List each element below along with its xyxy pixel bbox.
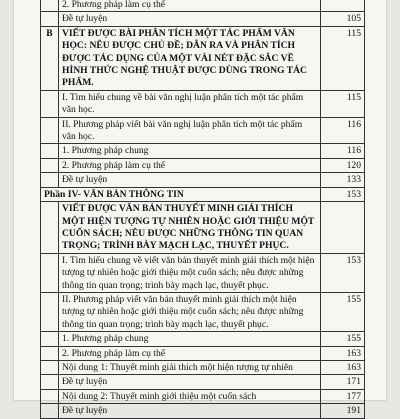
toc-row [41,0,365,12]
toc-page: 163 [321,360,365,374]
toc-page: 120 [321,158,365,172]
toc-page: 133 [321,173,365,187]
toc-page: 155 [321,332,365,346]
toc-row [41,12,365,26]
toc-row [41,346,365,360]
toc-row [41,26,365,90]
toc-title: Nội dung 1: Thuyết minh giải thích một hiện tượng tự nhiên [59,360,321,374]
toc-title: Đề tự luyện [59,12,321,26]
toc-letter [41,404,59,418]
toc-letter [41,173,59,187]
toc-row [41,292,365,331]
toc-page: 116 [321,117,365,144]
toc-row [41,253,365,292]
toc-page: 115 [321,26,365,90]
toc-page [321,202,365,254]
toc-letter [41,0,59,12]
toc-title: VIẾT ĐƯỢC BÀI PHÂN TÍCH MỘT TÁC PHẨM VĂN HỌC: NÊU ĐƯỢC CHỦ ĐỀ; DẪN RA VÀ PHÂN TÍCH ĐƯỢC TÁC DỤNG CỦA MỘT VÀI NÉT ĐẶC SẮC VỀ HÌNH THỨC NGHỆ THUẬT ĐƯỢC DÙNG TRONG TÁC PHẨM. [59,26,321,90]
toc-title: I. Tìm hiểu chung về bài văn nghị luận phân tích một tác phẩm văn học. [59,90,321,117]
toc-row [41,90,365,117]
toc-page: 105 [321,12,365,26]
toc-title: 2. Phương pháp làm cụ thể [59,346,321,360]
toc-letter [41,253,59,292]
toc-title: I. Tìm hiểu chung về viết văn bản thuyết minh giải thích một hiện tượng tự nhiên hoặc giới thiệu một cuốn sách; nêu được những thông tin quan trọng; trình bày mạch lạc, thuyết phục. [59,253,321,292]
toc-letter [41,144,59,158]
toc-title: II. Phương pháp viết bài văn nghị luận phân tích một tác phẩm văn học. [59,117,321,144]
table-of-contents [40,0,365,419]
toc-letter [41,332,59,346]
toc-page: 115 [321,90,365,117]
toc-row [41,117,365,144]
toc-row [41,332,365,346]
toc-title: Đề tự luyện [59,173,321,187]
toc-part-heading [41,187,321,201]
toc-page: 155 [321,292,365,331]
toc-row [41,144,365,158]
toc-letter [41,202,59,254]
toc-page: 153 [321,253,365,292]
toc-row [41,404,365,418]
toc-page: 177 [321,389,365,403]
toc-row [41,202,365,254]
toc-part-title: - VĂN BẢN THÔNG TIN [77,188,184,200]
toc-page: 116 [321,144,365,158]
toc-page [321,0,365,12]
toc-letter [41,375,59,389]
toc-part-label: Phần IV [44,188,78,200]
toc-letter [41,158,59,172]
toc-row [41,375,365,389]
toc-title: VIẾT ĐƯỢC VĂN BẢN THUYẾT MINH GIẢI THÍCH MỘT HIỆN TƯỢNG TỰ NHIÊN HOẶC GIỚI THIỆU MỘT CUỐN SÁCH; NÊU ĐƯỢC NHỮNG THÔNG TIN QUAN TRỌNG; TRÌNH BÀY MẠCH LẠC, THUYẾT PHỤC. [59,202,321,254]
toc-title: 1. Phương pháp chung [59,332,321,346]
toc-row [41,158,365,172]
toc-title: Nội dung 2: Thuyết minh giới thiệu một cuốn sách [59,389,321,403]
toc-letter: B [41,26,59,90]
toc-row [41,360,365,374]
toc-letter [41,389,59,403]
toc-page: 191 [321,404,365,418]
toc-body [41,0,365,418]
toc-title: 2. Phương pháp làm cụ thể [59,158,321,172]
toc-title: 2. Phương pháp làm cụ thể [59,0,321,12]
toc-page: 171 [321,375,365,389]
toc-title: Đề tự luyện [59,375,321,389]
toc-row [41,173,365,187]
toc-page: 153 [321,187,365,201]
toc-letter [41,360,59,374]
toc-letter [41,346,59,360]
toc-letter [41,12,59,26]
toc-letter [41,117,59,144]
toc-title: 1. Phương pháp chung [59,144,321,158]
toc-title: II. Phương pháp viết văn bản thuyết minh giải thích một hiện tượng tự nhiên hoặc giới thiệu một cuốn sách; nêu được những thông tin quan trọng; trình bày mạch lạc, thuyết phục. [59,292,321,331]
toc-page: 163 [321,346,365,360]
toc-title: Đề tự luyện [59,404,321,418]
book-page [14,0,386,417]
toc-row [41,389,365,403]
toc-part-row [41,187,365,201]
toc-letter [41,90,59,117]
toc-letter [41,292,59,331]
